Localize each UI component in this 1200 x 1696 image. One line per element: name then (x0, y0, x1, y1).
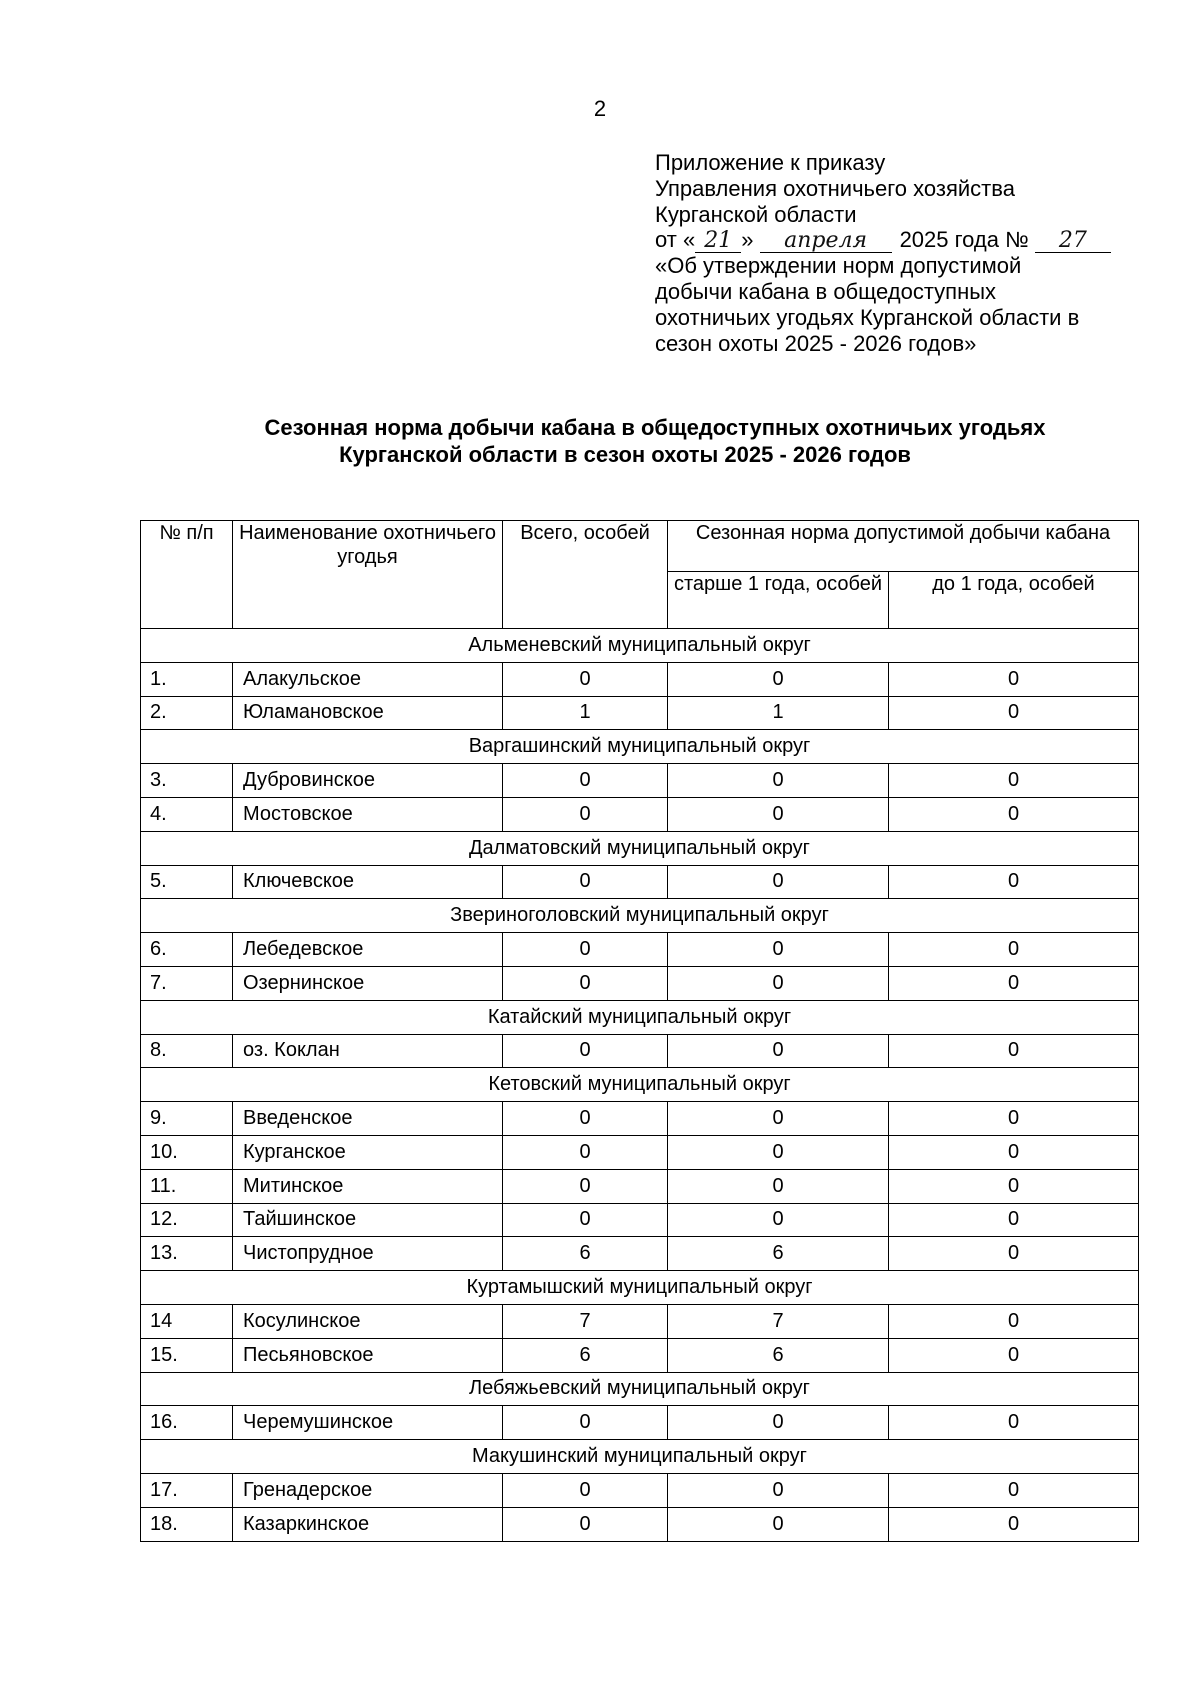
younger-count: 0 (889, 797, 1139, 831)
younger-count: 0 (889, 933, 1139, 967)
table-row (141, 1237, 1139, 1271)
appendix-date-line (655, 227, 1175, 253)
row-number: 2. (141, 696, 233, 730)
total-count: 0 (503, 1102, 668, 1136)
hunting-ground-name: Курганское (233, 1135, 503, 1169)
district-name: Далматовский муниципальный округ (141, 831, 1139, 865)
table-row (141, 1507, 1139, 1541)
header-norm: Сезонная норма допустимой добычи кабана (668, 521, 1139, 572)
row-number: 11. (141, 1169, 233, 1203)
date-year: 2025 года № (899, 227, 1029, 253)
hunting-ground-name: Озернинское (233, 966, 503, 1000)
header-total: Всего, особей (503, 521, 668, 629)
table-row (141, 764, 1139, 798)
total-count: 0 (503, 797, 668, 831)
handwritten-month: апреля (760, 230, 892, 253)
younger-count: 0 (889, 966, 1139, 1000)
row-number: 4. (141, 797, 233, 831)
table-row (141, 1034, 1139, 1068)
older-count: 0 (668, 1169, 889, 1203)
table-row (141, 1135, 1139, 1169)
hunting-ground-name: Черемушинское (233, 1406, 503, 1440)
handwritten-order-number: 27 (1035, 230, 1111, 253)
hunting-ground-name: Чистопрудное (233, 1237, 503, 1271)
total-count: 0 (503, 764, 668, 798)
hunting-ground-name: Юламановское (233, 696, 503, 730)
table-row (141, 1102, 1139, 1136)
older-count: 0 (668, 1406, 889, 1440)
document-title-line: Сезонная норма добычи кабана в общедоступных охотничьих угодьях (264, 415, 1046, 440)
hunting-ground-name: Косулинское (233, 1304, 503, 1338)
younger-count: 0 (889, 865, 1139, 899)
row-number: 17. (141, 1473, 233, 1507)
total-count: 7 (503, 1304, 668, 1338)
district-name: Звериноголовский муниципальный округ (141, 899, 1139, 933)
district-row (141, 899, 1139, 933)
district-name: Альменевский муниципальный округ (141, 629, 1139, 663)
district-name: Варгашинский муниципальный округ (141, 730, 1139, 764)
date-prefix: от « (655, 227, 696, 253)
total-count: 6 (503, 1338, 668, 1372)
district-row (141, 1000, 1139, 1034)
younger-count: 0 (889, 1406, 1139, 1440)
total-count: 0 (503, 1169, 668, 1203)
row-number: 12. (141, 1203, 233, 1237)
hunting-ground-name: Казаркинское (233, 1507, 503, 1541)
table-body (141, 629, 1139, 1542)
header-older: старше 1 года, особей (668, 572, 889, 629)
older-count: 0 (668, 1034, 889, 1068)
hunting-ground-name: Митинское (233, 1169, 503, 1203)
district-row (141, 730, 1139, 764)
appendix-block (655, 150, 1175, 357)
table-row (141, 1473, 1139, 1507)
row-number: 13. (141, 1237, 233, 1271)
hunting-ground-name: оз. Коклан (233, 1034, 503, 1068)
header-num: № п/п (141, 521, 233, 629)
older-count: 0 (668, 933, 889, 967)
hunting-norms-table (140, 520, 1139, 1542)
total-count: 0 (503, 1135, 668, 1169)
younger-count: 0 (889, 1473, 1139, 1507)
older-count: 6 (668, 1237, 889, 1271)
younger-count: 0 (889, 1507, 1139, 1541)
older-count: 7 (668, 1304, 889, 1338)
total-count: 0 (503, 865, 668, 899)
hunting-ground-name: Мостовское (233, 797, 503, 831)
appendix-line: Управления охотничьего хозяйства (655, 175, 1015, 201)
older-count: 0 (668, 797, 889, 831)
total-count: 0 (503, 1034, 668, 1068)
hunting-ground-name: Тайшинское (233, 1203, 503, 1237)
total-count: 0 (503, 933, 668, 967)
appendix-line: сезон охоты 2025 - 2026 годов» (655, 330, 977, 356)
total-count: 0 (503, 662, 668, 696)
hunting-ground-name: Дубровинское (233, 764, 503, 798)
total-count: 1 (503, 696, 668, 730)
appendix-line: добычи кабана в общедоступных (655, 279, 997, 305)
header-name: Наименование охотничьего угодья (233, 521, 503, 629)
district-row (141, 629, 1139, 663)
appendix-line: Приложение к приказу (655, 150, 886, 175)
row-number: 10. (141, 1135, 233, 1169)
table-row (141, 662, 1139, 696)
table-row (141, 1406, 1139, 1440)
table-row (141, 1338, 1139, 1372)
row-number: 5. (141, 865, 233, 899)
table-row (141, 1169, 1139, 1203)
total-count: 0 (503, 1473, 668, 1507)
table-row (141, 1203, 1139, 1237)
older-count: 0 (668, 1473, 889, 1507)
hunting-ground-name: Алакульское (233, 662, 503, 696)
younger-count: 0 (889, 1102, 1139, 1136)
hunting-ground-name: Введенское (233, 1102, 503, 1136)
older-count: 0 (668, 1203, 889, 1237)
total-count: 0 (503, 1507, 668, 1541)
district-row (141, 1440, 1139, 1474)
total-count: 0 (503, 1203, 668, 1237)
district-name: Катайский муниципальный округ (141, 1000, 1139, 1034)
hunting-ground-name: Гренадерское (233, 1473, 503, 1507)
total-count: 6 (503, 1237, 668, 1271)
district-name: Куртамышский муниципальный округ (141, 1271, 1139, 1305)
hunting-ground-name: Лебедевское (233, 933, 503, 967)
district-row (141, 1372, 1139, 1406)
younger-count: 0 (889, 1034, 1139, 1068)
table-row (141, 1304, 1139, 1338)
row-number: 1. (141, 662, 233, 696)
older-count: 0 (668, 1102, 889, 1136)
district-row (141, 831, 1139, 865)
row-number: 8. (141, 1034, 233, 1068)
younger-count: 0 (889, 1338, 1139, 1372)
page-number: 2 (593, 96, 607, 121)
older-count: 0 (668, 1135, 889, 1169)
total-count: 0 (503, 1406, 668, 1440)
row-number: 16. (141, 1406, 233, 1440)
document-title (0, 414, 1200, 468)
district-row (141, 1068, 1139, 1102)
appendix-line: Курганской области (655, 201, 857, 227)
date-mid: » (741, 227, 754, 253)
row-number: 9. (141, 1102, 233, 1136)
younger-count: 0 (889, 1169, 1139, 1203)
older-count: 1 (668, 696, 889, 730)
district-name: Лебяжьевский муниципальный округ (141, 1372, 1139, 1406)
table-row (141, 865, 1139, 899)
table-row (141, 966, 1139, 1000)
younger-count: 0 (889, 1237, 1139, 1271)
older-count: 0 (668, 662, 889, 696)
table-row (141, 696, 1139, 730)
younger-count: 0 (889, 662, 1139, 696)
younger-count: 0 (889, 1304, 1139, 1338)
older-count: 6 (668, 1338, 889, 1372)
district-name: Кетовский муниципальный округ (141, 1068, 1139, 1102)
table-row (141, 797, 1139, 831)
older-count: 0 (668, 1507, 889, 1541)
appendix-line: «Об утверждении норм допустимой (655, 253, 1022, 279)
header-younger: до 1 года, особей (889, 572, 1139, 629)
row-number: 14 (141, 1304, 233, 1338)
row-number: 7. (141, 966, 233, 1000)
row-number: 18. (141, 1507, 233, 1541)
total-count: 0 (503, 966, 668, 1000)
younger-count: 0 (889, 696, 1139, 730)
appendix-line: охотничьих угодьях Курганской области в (655, 304, 1080, 330)
older-count: 0 (668, 865, 889, 899)
row-number: 3. (141, 764, 233, 798)
younger-count: 0 (889, 764, 1139, 798)
row-number: 15. (141, 1338, 233, 1372)
row-number: 6. (141, 933, 233, 967)
hunting-ground-name: Песьяновское (233, 1338, 503, 1372)
district-row (141, 1271, 1139, 1305)
older-count: 0 (668, 764, 889, 798)
table-row (141, 933, 1139, 967)
older-count: 0 (668, 966, 889, 1000)
hunting-ground-name: Ключевское (233, 865, 503, 899)
younger-count: 0 (889, 1203, 1139, 1237)
district-name: Макушинский муниципальный округ (141, 1440, 1139, 1474)
document-title-line: Курганской области в сезон охоты 2025 - 2026 годов (339, 442, 911, 467)
handwritten-day: 21 (695, 230, 741, 253)
younger-count: 0 (889, 1135, 1139, 1169)
